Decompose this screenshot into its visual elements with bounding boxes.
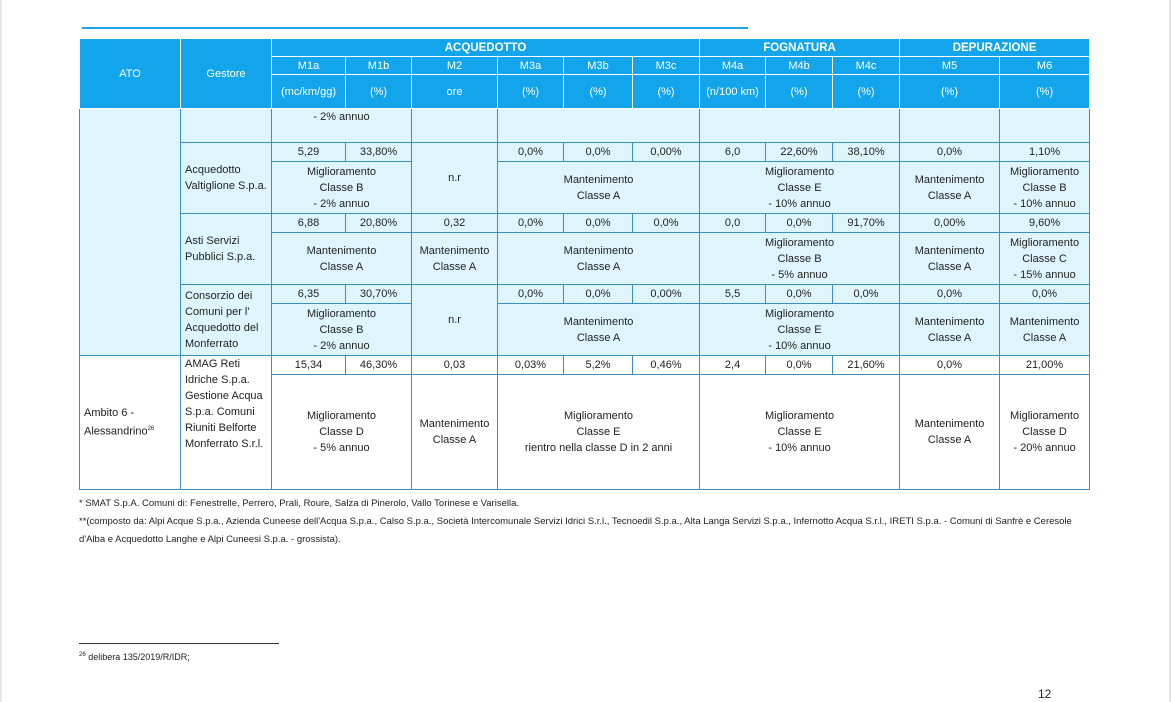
- value-m1b: 33,80%: [346, 143, 412, 162]
- code-m6: M6: [1000, 57, 1090, 75]
- code-m3c: M3c: [633, 57, 700, 75]
- class-m1: Miglioramento Classe D - 5% annuo: [272, 375, 412, 490]
- code-m4c: M4c: [833, 57, 900, 75]
- value-m2: n.r: [412, 143, 498, 214]
- value-m4a: 2,4: [700, 356, 766, 375]
- value-m1a: 6,35: [272, 285, 346, 304]
- class-m4: Miglioramento Classe B - 5% annuo: [700, 233, 900, 285]
- footnote-smat: * SMAT S.p.A. Comuni di: Fenestrelle, Perrero, Prali, Roure, Salza di Pinerolo, Vallo Torinese e Varisella.: [79, 498, 520, 509]
- unit-m3b: (%): [564, 75, 633, 109]
- value-m4c: 21,60%: [833, 356, 900, 375]
- unit-m4c: (%): [833, 75, 900, 109]
- ato-alessandrino-group: [80, 356, 1090, 490]
- value-m3c: 0,46%: [633, 356, 700, 375]
- class-m2: Mantenimento Classe A: [412, 233, 498, 285]
- code-m3a: M3a: [498, 57, 564, 75]
- value-m1b: 46,30%: [346, 356, 412, 375]
- class-m3: Miglioramento Classe E rientro nella classe D in 2 anni: [498, 375, 700, 490]
- m3-continuation: [498, 109, 700, 143]
- code-m5: M5: [900, 57, 1000, 75]
- class-m1: Miglioramento Classe B - 2% annuo: [272, 162, 412, 214]
- unit-m2: ore: [412, 75, 498, 109]
- value-m2: n.r: [412, 285, 498, 356]
- value-m5: 0,00%: [900, 214, 1000, 233]
- value-m4b: 22,60%: [766, 143, 833, 162]
- class-m1: Mantenimento Classe A: [272, 233, 412, 285]
- value-m3b: 0,0%: [564, 214, 633, 233]
- value-m6: 9,60%: [1000, 214, 1090, 233]
- ato-alessandrino: [80, 356, 181, 490]
- value-m2: 0,32: [412, 214, 498, 233]
- table-footnotes: [79, 495, 1089, 549]
- gestore-cell-empty: [181, 109, 272, 143]
- value-m6: 21,00%: [1000, 356, 1090, 375]
- value-m3b: 0,0%: [564, 285, 633, 304]
- code-m3b: M3b: [564, 57, 633, 75]
- page-footnote: [79, 652, 190, 662]
- value-m4c: 91,70%: [833, 214, 900, 233]
- value-m1b: 30,70%: [346, 285, 412, 304]
- page-number: 12: [1038, 687, 1052, 701]
- code-m4a: M4a: [700, 57, 766, 75]
- value-m3c: 0,0%: [633, 214, 700, 233]
- ato-header: ATO: [80, 39, 181, 109]
- value-m3c: 0,00%: [633, 143, 700, 162]
- value-m4c: 38,10%: [833, 143, 900, 162]
- m4-continuation: [700, 109, 900, 143]
- class-m1: Miglioramento Classe B - 2% annuo: [272, 304, 412, 356]
- value-m3b: 5,2%: [564, 356, 633, 375]
- table-row: [80, 285, 1090, 304]
- gestore-valtiglione: Acquedotto Valtiglione S.p.a.: [181, 143, 272, 214]
- class-m2: Mantenimento Classe A: [412, 375, 498, 490]
- value-m4a: 5,5: [700, 285, 766, 304]
- value-m2: 0,03: [412, 356, 498, 375]
- table-row: [80, 109, 1090, 143]
- acquedotto-header: ACQUEDOTTO: [272, 39, 700, 57]
- quality-indicators-table: [79, 38, 1090, 490]
- class-m4: Miglioramento Classe E - 10% annuo: [700, 162, 900, 214]
- value-m1a: 5,29: [272, 143, 346, 162]
- gestore-monferrato: Consorzio dei Comuni per l' Acquedotto del Monferrato: [181, 285, 272, 356]
- ato-alessandrino-label: Ambito 6 - Alessandrino: [84, 407, 148, 438]
- table-row: [80, 356, 1090, 375]
- depurazione-header: DEPURAZIONE: [900, 39, 1090, 57]
- class-m5: Mantenimento Classe A: [900, 162, 1000, 214]
- ato-cell-empty: [80, 109, 181, 356]
- value-m3c: 0,00%: [633, 285, 700, 304]
- value-m3a: 0,0%: [498, 285, 564, 304]
- m2-continuation: [412, 109, 498, 143]
- footnote-ref: 26: [147, 426, 155, 433]
- code-m4b: M4b: [766, 57, 833, 75]
- class-m5: Mantenimento Classe A: [900, 304, 1000, 356]
- unit-m3a: (%): [498, 75, 564, 109]
- unit-m4a: (n/100 km): [700, 75, 766, 109]
- value-m5: 0,0%: [900, 356, 1000, 375]
- m6-continuation: [1000, 109, 1090, 143]
- gestore-asti: Asti Servizi Pubblici S.p.a.: [181, 214, 272, 285]
- header-rule: [82, 27, 748, 29]
- class-m6: Miglioramento Classe C - 15% annuo: [1000, 233, 1090, 285]
- value-m4b: 0,0%: [766, 214, 833, 233]
- value-m3a: 0,0%: [498, 143, 564, 162]
- value-m6: 1,10%: [1000, 143, 1090, 162]
- class-m6: Miglioramento Classe B - 10% annuo: [1000, 162, 1090, 214]
- class-m5: Mantenimento Classe A: [900, 233, 1000, 285]
- unit-m1a: (mc/km/gg): [272, 75, 346, 109]
- value-m3a: 0,0%: [498, 214, 564, 233]
- value-m4a: 0,0: [700, 214, 766, 233]
- code-m1a: M1a: [272, 57, 346, 75]
- value-m4a: 6,0: [700, 143, 766, 162]
- footnote-separator: [79, 643, 279, 644]
- value-m1b: 20,80%: [346, 214, 412, 233]
- class-m6: Miglioramento Classe D - 20% annuo: [1000, 375, 1090, 490]
- value-m5: 0,0%: [900, 285, 1000, 304]
- unit-m5: (%): [900, 75, 1000, 109]
- class-m3: Mantenimento Classe A: [498, 304, 700, 356]
- m5-continuation: [900, 109, 1000, 143]
- class-m3: Mantenimento Classe A: [498, 162, 700, 214]
- gestore-header: Gestore: [181, 39, 272, 109]
- m1-continuation: - 2% annuo: [272, 109, 412, 143]
- class-m5: Mantenimento Classe A: [900, 375, 1000, 490]
- unit-m3c: (%): [633, 75, 700, 109]
- class-m6: Mantenimento Classe A: [1000, 304, 1090, 356]
- table-header: [80, 39, 1090, 109]
- value-m4b: 0,0%: [766, 356, 833, 375]
- table-row: [80, 214, 1090, 233]
- value-m5: 0,0%: [900, 143, 1000, 162]
- table-row: [80, 143, 1090, 162]
- unit-m6: (%): [1000, 75, 1090, 109]
- fognatura-header: FOGNATURA: [700, 39, 900, 57]
- value-m3b: 0,0%: [564, 143, 633, 162]
- ato-asti-group: [80, 109, 1090, 356]
- footnote-delibera: delibera 135/2019/R/IDR;: [88, 652, 190, 662]
- code-m1b: M1b: [346, 57, 412, 75]
- gestore-alessandrino: AMAG Reti Idriche S.p.a. Gestione Acqua S.p.a. Comuni Riuniti Belforte Monferrato S.r.l.: [181, 356, 272, 490]
- value-m1a: 15,34: [272, 356, 346, 375]
- class-m4: Miglioramento Classe E - 10% annuo: [700, 304, 900, 356]
- unit-m4b: (%): [766, 75, 833, 109]
- value-m3a: 0,03%: [498, 356, 564, 375]
- unit-m1b: (%): [346, 75, 412, 109]
- value-m4b: 0,0%: [766, 285, 833, 304]
- code-m2: M2: [412, 57, 498, 75]
- value-m4c: 0,0%: [833, 285, 900, 304]
- footnote-composto: **(composto da: Alpi Acque S.p.a., Azienda Cuneese dell'Acqua S.p.a., Calso S.p.a., Società Intercomunale Servizi Idrici S.r.l., Tecnoedil S.p.a., Alta Langa Servizi S.p.a., Infernotto Acqua S.r.l., IRETI S.p.a. - Comuni di Sanfrè e Ceresole d'Alba e Acquedotto Langhe e Alpi Cuneesi S.p.a. - grossista).: [79, 516, 1072, 545]
- class-m4: Miglioramento Classe E - 10% annuo: [700, 375, 900, 490]
- class-m3: Mantenimento Classe A: [498, 233, 700, 285]
- value-m6: 0,0%: [1000, 285, 1090, 304]
- value-m1a: 6,88: [272, 214, 346, 233]
- page-edge-left: [0, 0, 2, 702]
- footnote-number: 26: [79, 652, 86, 658]
